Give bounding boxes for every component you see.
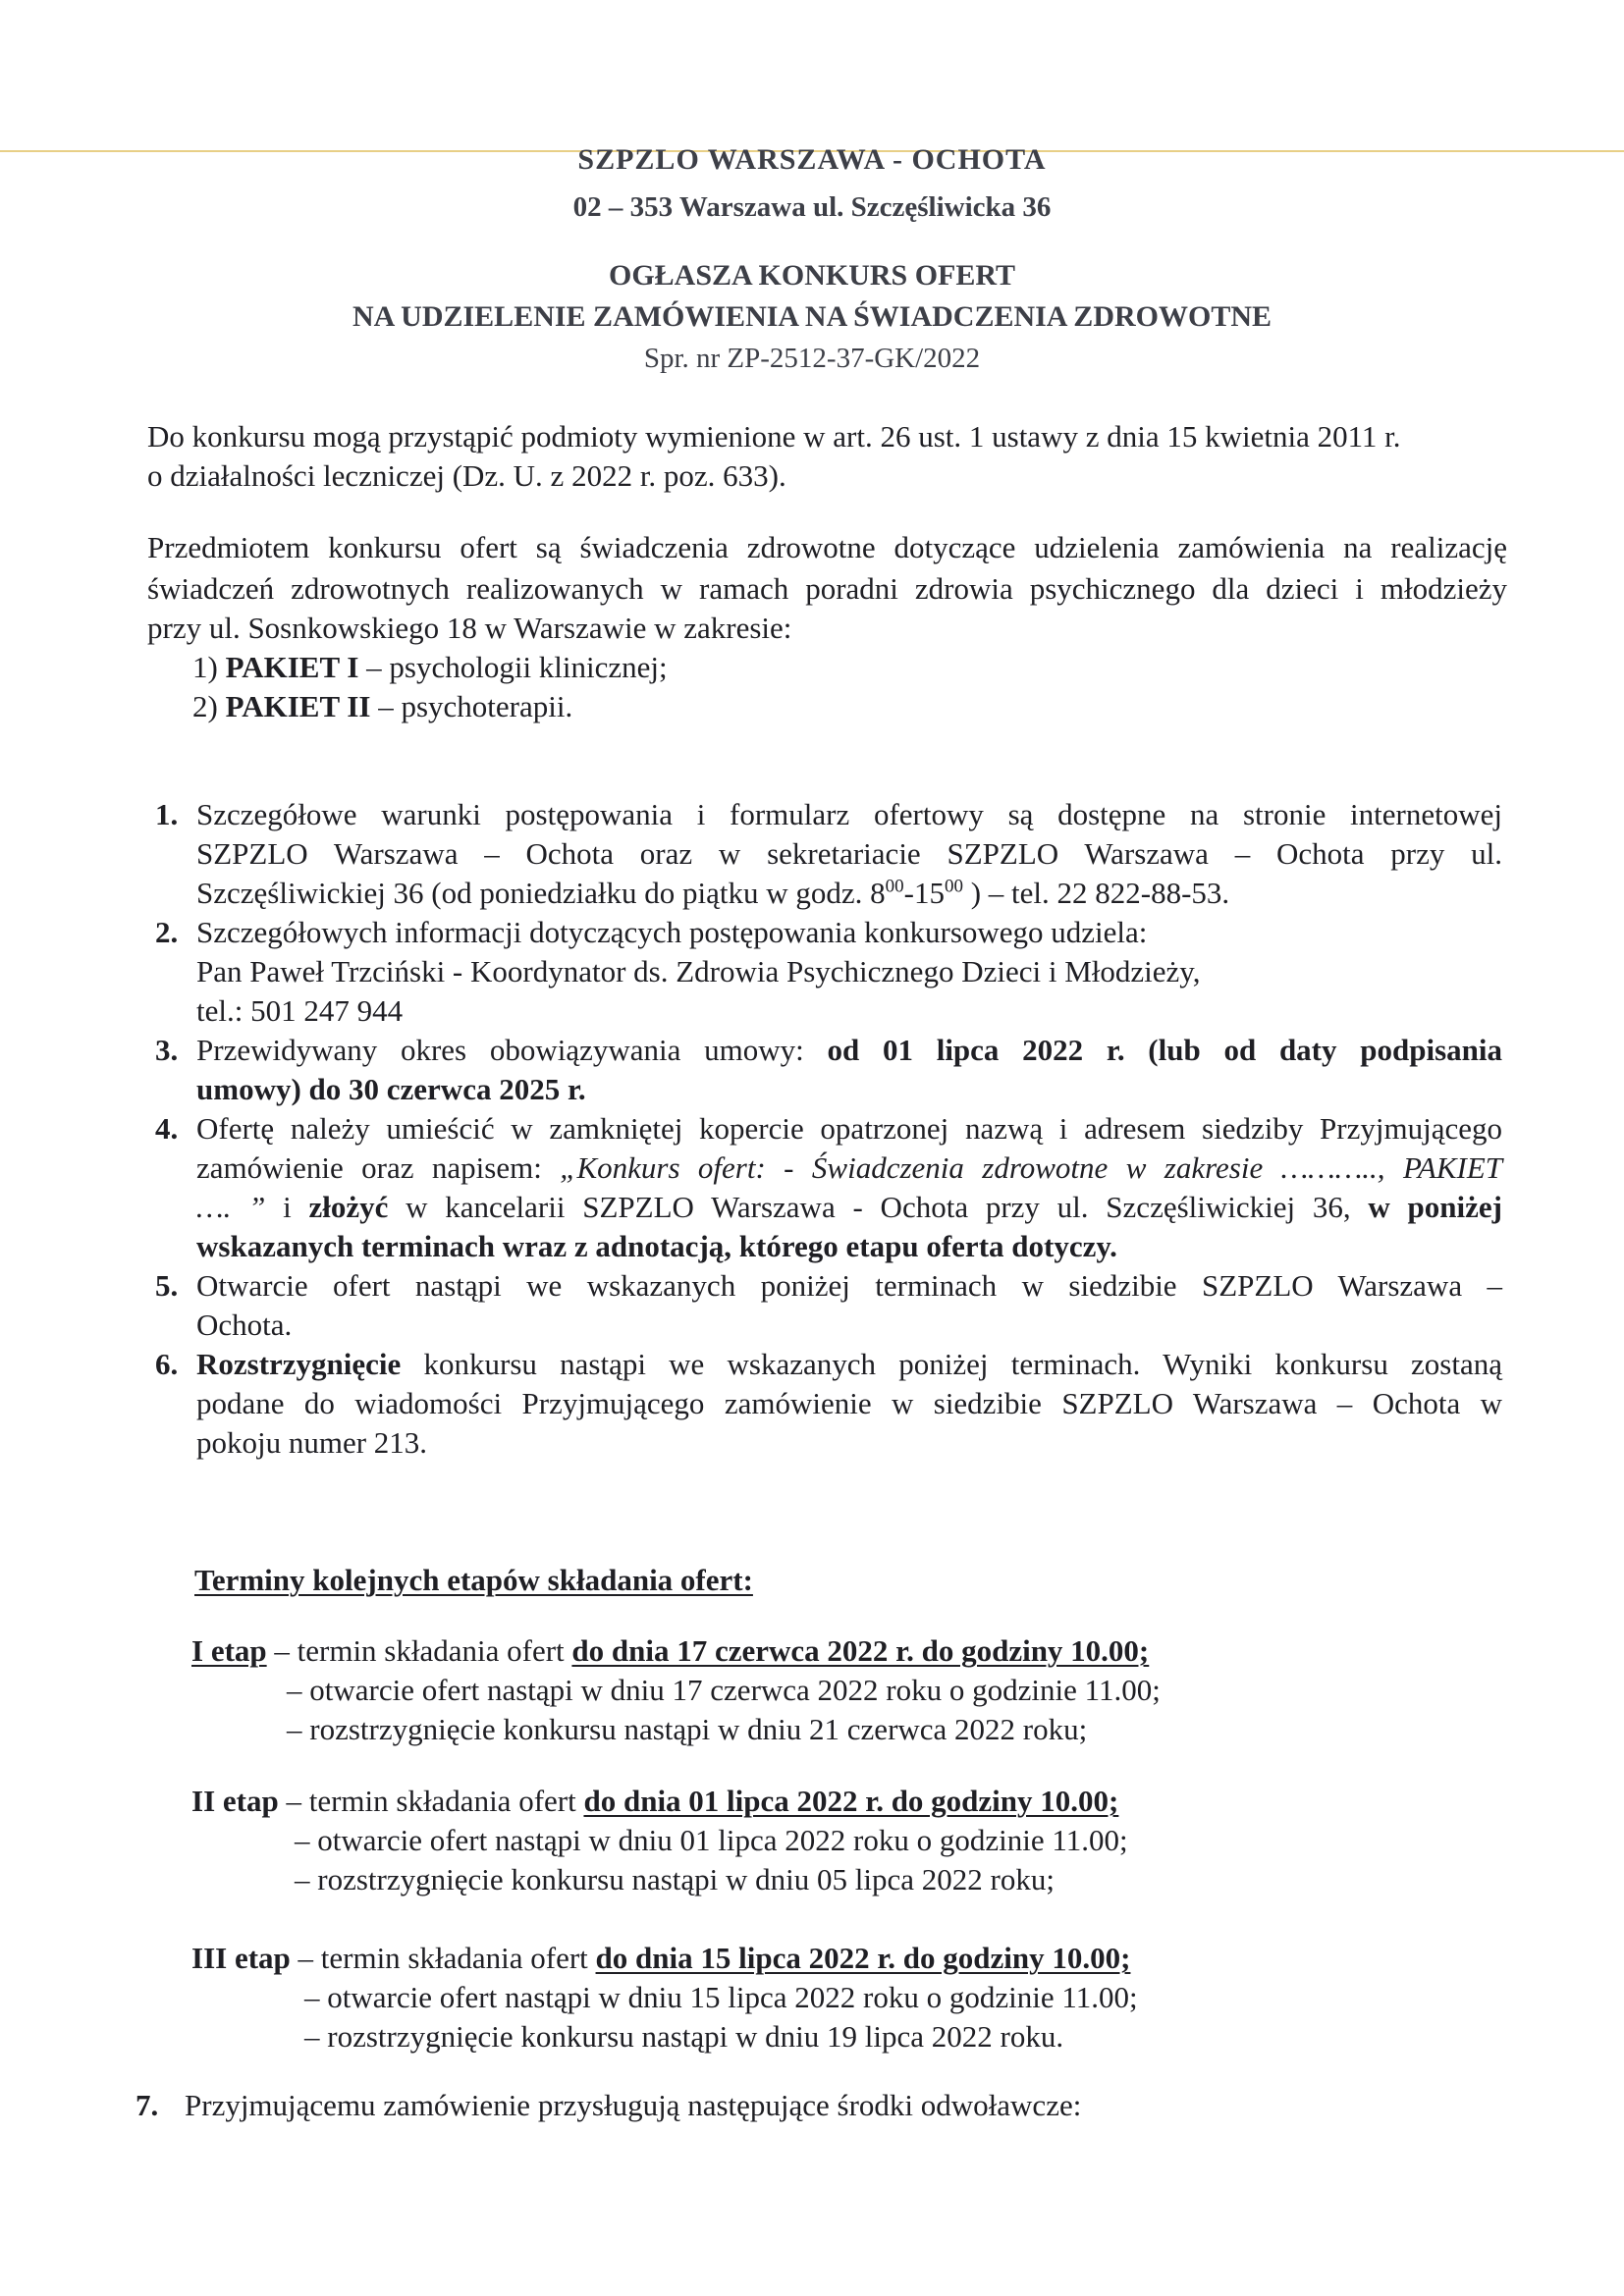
- item-1-line-3: Szczęśliwickiej 36 (od poniedziałku do piątku w godz. $8^{00}-15^{00}$ ) – tel. 22 822-88-53.: [196, 876, 1230, 910]
- case-number: Spr. nr ZP-2512-37-GK/2022: [643, 343, 981, 374]
- item-1-number: 1.: [155, 797, 179, 831]
- item-1-line-2: SZPZLO Warszawa – Ochota oraz w sekretariacie SZPZLO Warszawa – Ochota przy ul.: [196, 836, 1502, 871]
- subject-line-1: Przedmiotem konkursu ofert są świadczenia zdrowotne dotyczące udzielenia zamówienia na realizację: [147, 530, 1507, 564]
- item-4-number: 4.: [155, 1111, 179, 1146]
- package-desc: – psychoterapii.: [370, 689, 573, 723]
- org-address: 02 – 353 Warszawa ul. Szczęśliwicka 36: [572, 191, 1052, 223]
- item-1-line-1: Szczegółowe warunki postępowania i formularz ofertowy są dostępne na stronie internetowej: [196, 797, 1502, 831]
- subject-line-3: przy ul. Sosnkowskiego 18 w Warszawie w zakresie:: [147, 611, 792, 645]
- package-item: 1) PAKIET I – psychologii klinicznej;: [192, 650, 668, 684]
- item-6-number: 6.: [155, 1347, 179, 1381]
- stage-resolution-line: – rozstrzygnięcie konkursu nastąpi w dniu 21 czerwca 2022 roku;: [287, 1712, 1088, 1746]
- stage-resolution-line: – rozstrzygnięcie konkursu nastąpi w dniu 05 lipca 2022 roku;: [295, 1862, 1055, 1896]
- stage-deadline: do dnia 17 czerwca 2022 r. do godziny 10.00;: [571, 1633, 1150, 1668]
- stage-opening-line: – otwarcie ofert nastąpi w dniu 17 czerwca 2022 roku o godzinie 11.00;: [287, 1673, 1161, 1707]
- subject-line-2: świadczeń zdrowotnych realizowanych w ramach poradni zdrowia psychicznego dla dzieci i młodzieży: [147, 571, 1507, 606]
- item-4-line-1: Ofertę należy umieścić w zamkniętej kopercie opatrzonej nazwą i adresem siedziby Przyjmującego: [196, 1111, 1502, 1146]
- stage-resolution-line: – rozstrzygnięcie konkursu nastąpi w dniu 19 lipca 2022 roku.: [304, 2019, 1064, 2054]
- stage-label: III etap: [191, 1941, 291, 1975]
- item-6-line-3: pokoju numer 213.: [196, 1425, 428, 1460]
- title-line-2: NA UDZIELENIE ZAMÓWIENIA NA ŚWIADCZENIA ZDROWOTNE: [352, 300, 1272, 333]
- item-5-line-1: Otwarcie ofert nastąpi we wskazanych poniżej terminach w siedzibie SZPZLO Warszawa –: [196, 1268, 1502, 1303]
- stage-deadline: do dnia 15 lipca 2022 r. do godziny 10.00;: [595, 1941, 1131, 1975]
- item-4-line-2: zamówienie oraz napisem: „Konkurs ofert: - Świadczenia zdrowotne w zakresie ……….., PAKIET: [196, 1150, 1502, 1185]
- item-5-line-2: Ochota.: [196, 1308, 293, 1342]
- schedule-heading: Terminy kolejnych etapów składania ofert:: [194, 1563, 753, 1597]
- stage-opening-line: – otwarcie ofert nastąpi w dniu 01 lipca 2022 roku o godzinie 11.00;: [295, 1823, 1128, 1857]
- package-name: PAKIET II: [225, 689, 371, 723]
- item-6-line-2: podane do wiadomości Przyjmującego zamówienie w siedzibie SZPZLO Warszawa – Ochota w: [196, 1386, 1502, 1420]
- stage-deadline-line: III etap – termin składania ofert do dnia 15 lipca 2022 r. do godziny 10.00;: [191, 1941, 1131, 1975]
- item-7-line-1: Przyjmującemu zamówienie przysługują następujące środki odwoławcze:: [185, 2088, 1082, 2122]
- item-3-line-2: umowy) do 30 czerwca 2025 r.: [196, 1072, 586, 1106]
- item-3-number: 3.: [155, 1033, 179, 1067]
- package-desc: – psychologii klinicznej;: [358, 650, 668, 684]
- package-name: PAKIET I: [225, 650, 359, 684]
- item-3-line-1: Przewidywany okres obowiązywania umowy: od 01 lipca 2022 r. (lub od daty podpisania: [196, 1033, 1502, 1067]
- org-name: SZPZLO WARSZAWA - OCHOTA: [577, 143, 1047, 176]
- item-2-number: 2.: [155, 915, 179, 949]
- item-2-line-3: tel.: 501 247 944: [196, 993, 404, 1028]
- stage-opening-line: – otwarcie ofert nastąpi w dniu 15 lipca 2022 roku o godzinie 11.00;: [304, 1980, 1138, 2014]
- stage-deadline-line: I etap – termin składania ofert do dnia 17 czerwca 2022 r. do godziny 10.00;: [191, 1633, 1150, 1668]
- item-2-line-1: Szczegółowych informacji dotyczących postępowania konkursowego udziela:: [196, 915, 1148, 949]
- item-6-line-1: Rozstrzygnięcie konkursu nastąpi we wskazanych poniżej terminach. Wyniki konkursu zostaną: [196, 1347, 1502, 1381]
- stage-label: I etap: [191, 1633, 267, 1668]
- package-item: 2) PAKIET II – psychoterapii.: [192, 689, 573, 723]
- stage-label: II etap: [191, 1784, 279, 1818]
- stage-deadline: do dnia 01 lipca 2022 r. do godziny 10.00;: [583, 1784, 1119, 1818]
- item-5-number: 5.: [155, 1268, 179, 1303]
- item-2-line-2: Pan Paweł Trzciński - Koordynator ds. Zdrowia Psychicznego Dzieci i Młodzieży,: [196, 954, 1201, 988]
- stage-deadline-line: II etap – termin składania ofert do dnia 01 lipca 2022 r. do godziny 10.00;: [191, 1784, 1119, 1818]
- item-4-line-4: wskazanych terminach wraz z adnotacją, którego etapu oferta dotyczy.: [196, 1229, 1117, 1263]
- title-line-1: OGŁASZA KONKURS OFERT: [608, 259, 1016, 292]
- item-7-number: 7.: [135, 2088, 159, 2122]
- intro-line-1: Do konkursu mogą przystąpić podmioty wymienione w art. 26 ust. 1 ustawy z dnia 15 kwietnia 2011 r.: [147, 419, 1401, 454]
- intro-line-2: o działalności leczniczej (Dz. U. z 2022 r. poz. 633).: [147, 458, 786, 493]
- item-4-line-3: …. ” i złożyć w kancelarii SZPZLO Warszawa - Ochota przy ul. Szczęśliwickiej 36, w poniżej: [196, 1190, 1502, 1224]
